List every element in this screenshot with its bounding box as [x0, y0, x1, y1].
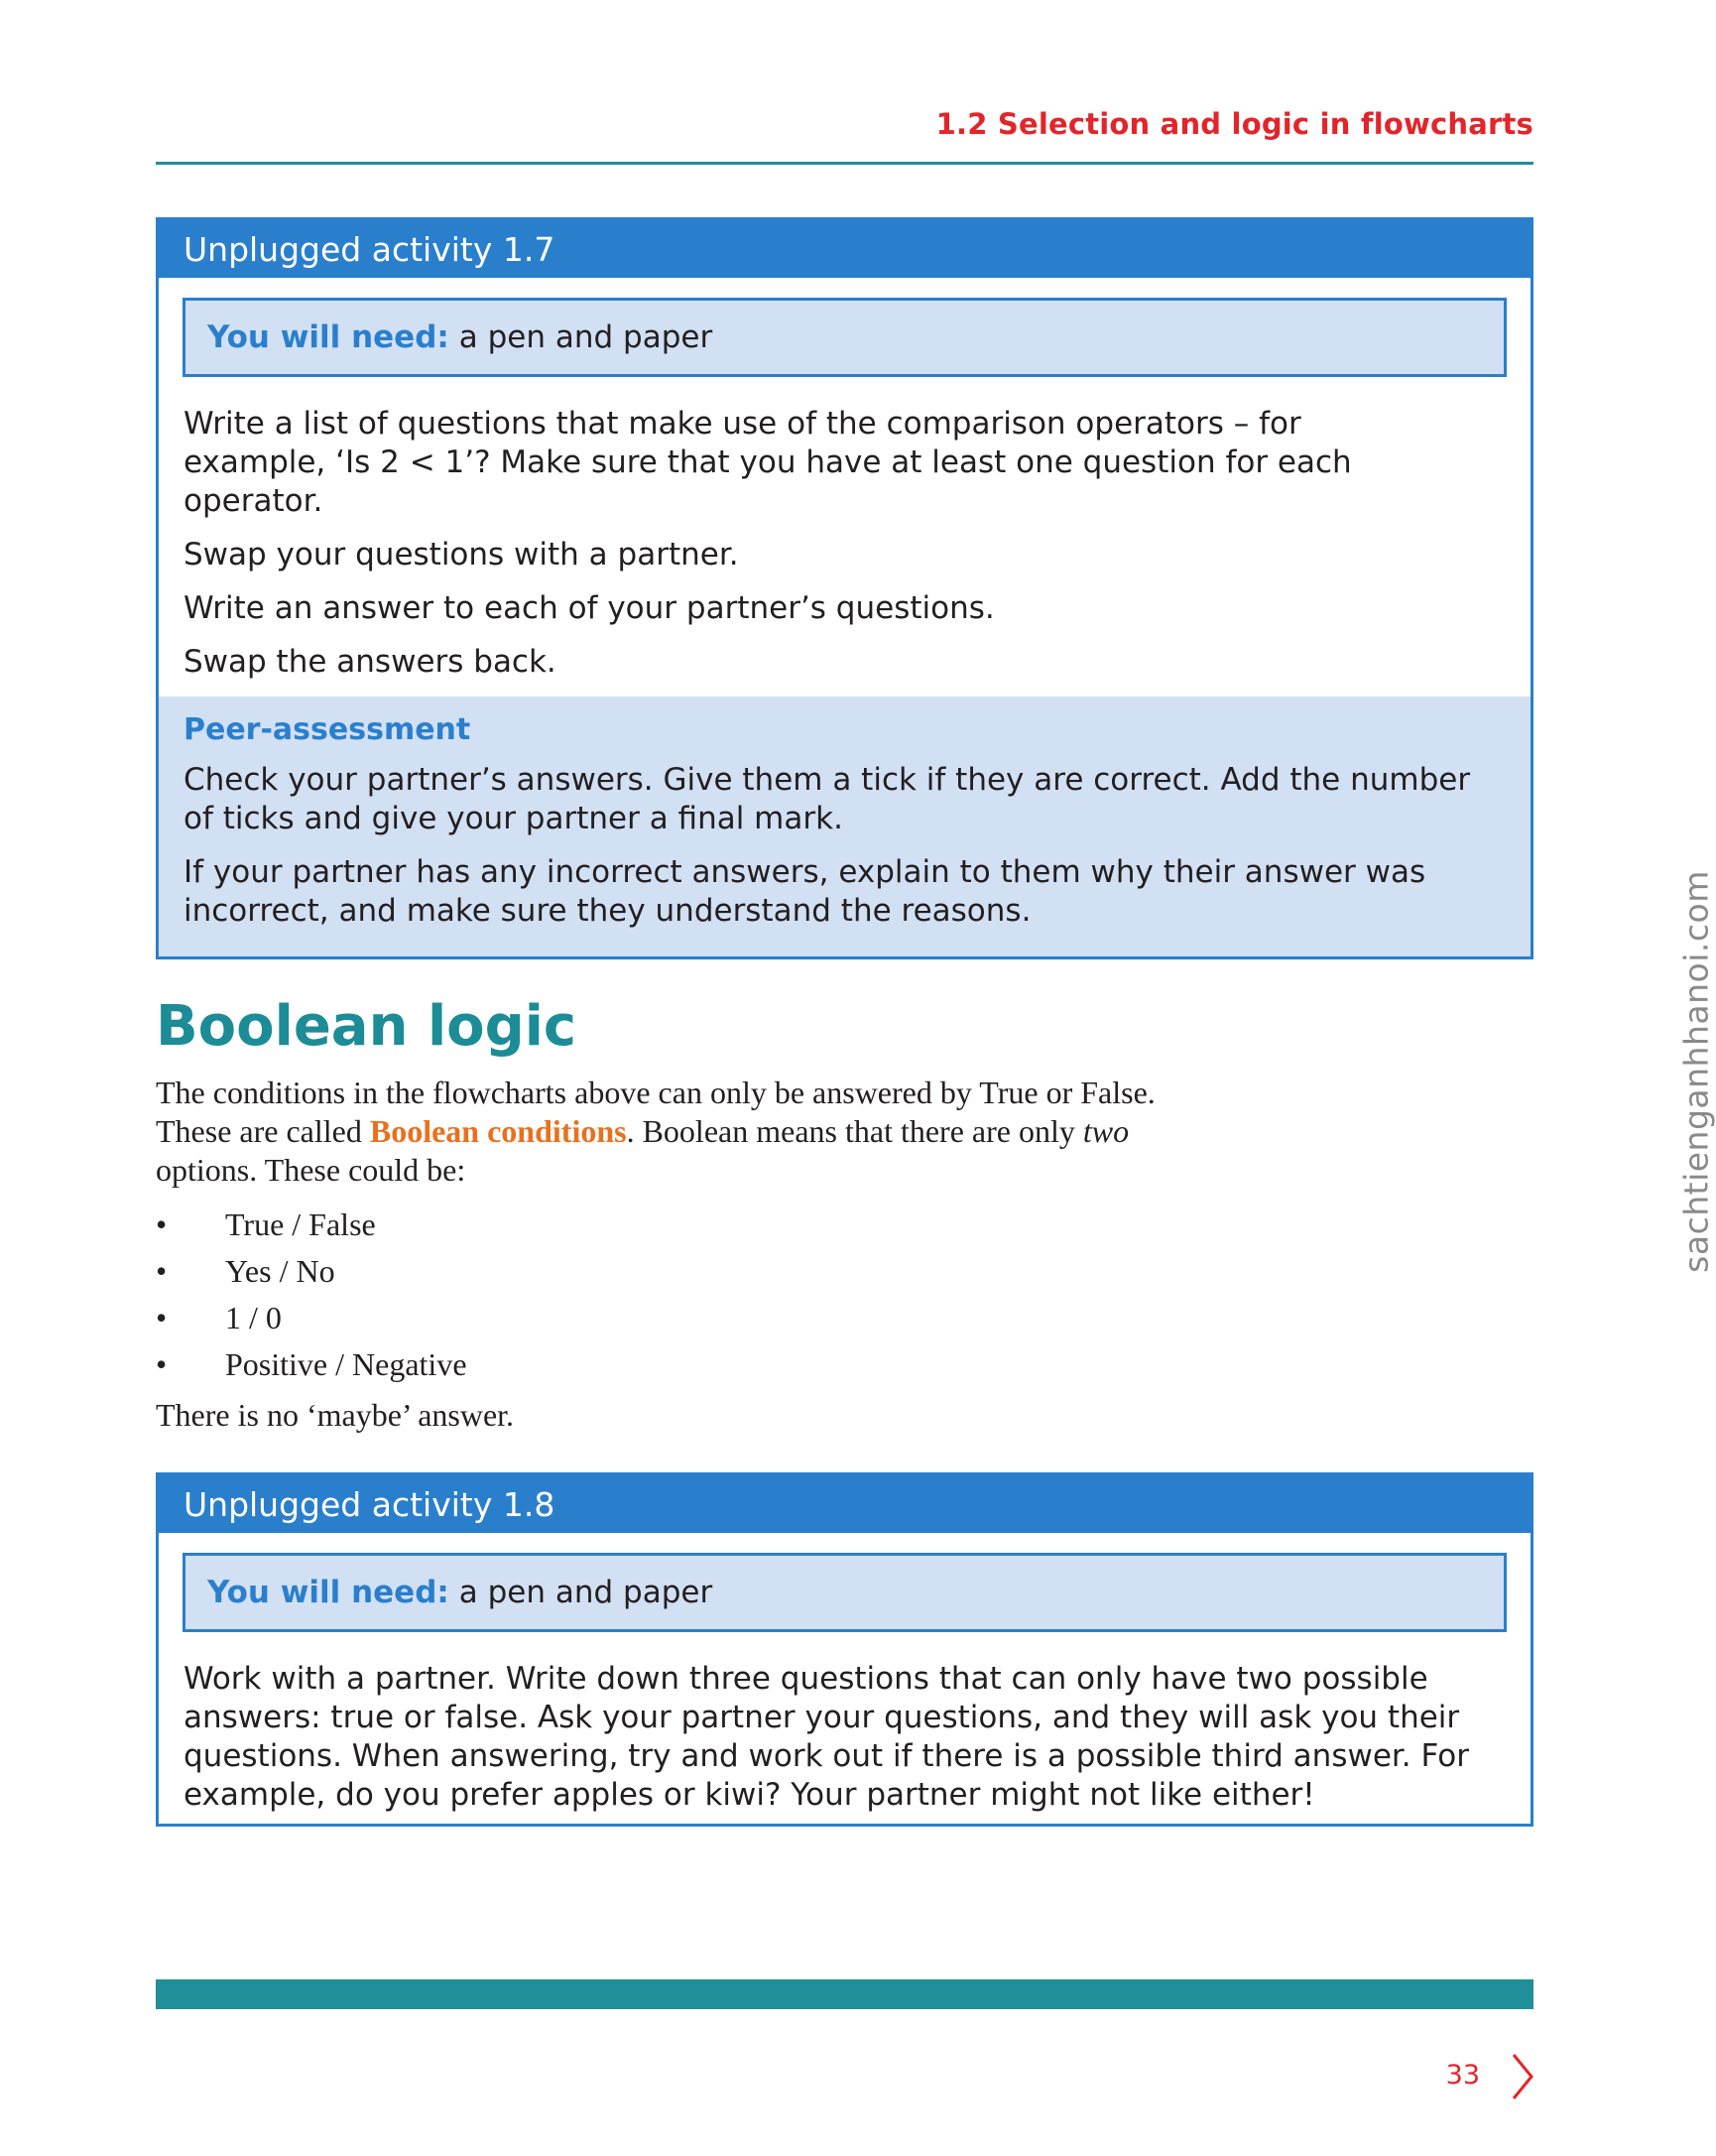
page-number: 33 [1445, 2060, 1480, 2091]
list-item [156, 1202, 1227, 1248]
option-text: 1 / 0 [225, 1300, 282, 1335]
options-list [156, 1202, 1227, 1388]
need-label: You will need: [207, 319, 449, 355]
intro-text-1: The conditions in the flowcharts above can only be answered by True or False. These are called [156, 1075, 1156, 1149]
activity-1-7-need-box [183, 298, 1507, 377]
peer-paragraph: Check your partner’s answers. Give them a tick if they are correct. Add the number of ticks and give your partner a final mark. [184, 762, 1471, 836]
need-label: You will need: [207, 1575, 449, 1610]
intro-paragraph [156, 1074, 1227, 1190]
footer-bar [156, 1979, 1533, 2009]
need-text: a pen and paper [458, 319, 713, 355]
activity-1-8-instructions [159, 1632, 1531, 1815]
instruction-paragraph: Work with a partner. Write down three questions that can only have two possible answers: true or false. Ask your partner your questions, and they will ask you their questions. When answering, try and work out if there is a possible third answer. For example, do you prefer apples or kiwi? Your partner might not like either! [184, 1661, 1469, 1813]
list-item [156, 1341, 1227, 1388]
activity-1-8-need-box [183, 1553, 1507, 1632]
instruction-paragraph: Swap the answers back. [184, 644, 556, 680]
list-item [156, 1248, 1227, 1295]
activity-1-7-header: Unplugged activity 1.7 [159, 220, 1531, 278]
section-title: Boolean logic [156, 994, 577, 1059]
header-rule [156, 162, 1533, 165]
running-head-title: 1.2 Selection and logic in flowcharts [935, 107, 1533, 141]
keyword-boolean-conditions: Boolean conditions [369, 1113, 627, 1149]
bullet-icon: • [156, 1206, 168, 1242]
option-text: Positive / Negative [225, 1346, 467, 1382]
watermark-text: sachtienganhhanoi.com [1676, 870, 1716, 1273]
peer-assessment-title: Peer-assessment [184, 712, 471, 747]
activity-1-7-box [156, 217, 1533, 959]
instruction-paragraph: Write an answer to each of your partner’s questions. [184, 590, 995, 626]
activity-1-8-box [156, 1472, 1533, 1827]
intro-text-2: . Boolean means that there are only [626, 1113, 1083, 1149]
emphasis-two: two [1082, 1113, 1130, 1149]
instruction-paragraph: Swap your questions with a partner. [184, 537, 739, 572]
list-item [156, 1295, 1227, 1341]
peer-assessment-panel [159, 697, 1531, 956]
need-text: a pen and paper [458, 1575, 713, 1610]
activity-1-8-header: Unplugged activity 1.8 [159, 1475, 1531, 1533]
closing-paragraph: There is no ‘maybe’ answer. [156, 1397, 515, 1433]
boolean-section-body [156, 1074, 1227, 1435]
bullet-icon: • [156, 1346, 168, 1382]
option-text: True / False [225, 1206, 376, 1242]
bullet-icon: • [156, 1253, 168, 1289]
option-text: Yes / No [225, 1253, 335, 1289]
intro-text-3: options. These could be: [156, 1152, 466, 1188]
bullet-icon: • [156, 1300, 168, 1335]
activity-1-7-instructions [159, 377, 1531, 682]
peer-paragraph: If your partner has any incorrect answers, explain to them why their answer was incorrect, and make sure they understand the reasons. [184, 854, 1426, 929]
chevron-right-icon[interactable] [1510, 2052, 1535, 2101]
instruction-paragraph: Write a list of questions that make use of the comparison operators – for example, ‘Is 2 < 1’? Make sure that you have at least one question for each operator. [184, 406, 1352, 519]
